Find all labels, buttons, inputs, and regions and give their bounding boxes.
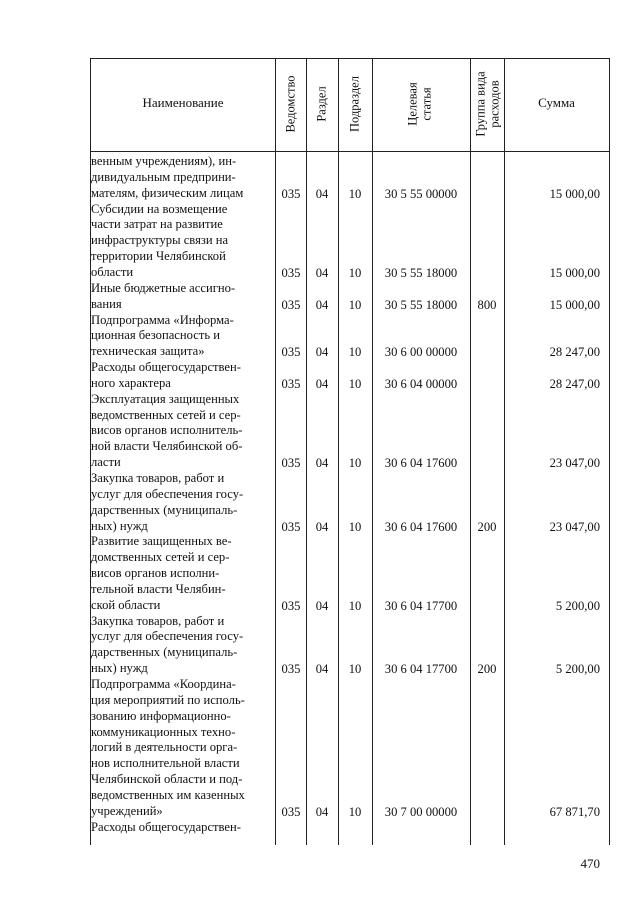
header-grp-2: расходов	[487, 80, 502, 128]
row-name-line: Подпрограмма «Информа-	[91, 312, 234, 327]
row-name-line: ласти	[91, 455, 121, 470]
header-cel-1: Целевая	[405, 82, 420, 126]
cell-podrazdel: 10	[348, 345, 362, 360]
row-name-line: Подпрограмма «Координа-	[91, 677, 236, 692]
col-line-cel	[470, 58, 471, 845]
cell-podrazdel: 10	[348, 456, 362, 471]
cell-ved: 035	[281, 662, 301, 677]
cell-ved: 035	[281, 345, 301, 360]
row-name-line: области	[91, 264, 134, 279]
row-name-line: территории Челябинской	[91, 249, 226, 264]
cell-razdel: 04	[315, 376, 329, 391]
page-number: 470	[580, 856, 600, 871]
row-name-line: нов исполнительной власти	[91, 756, 240, 771]
row-name-line: учреждений»	[91, 803, 163, 818]
cell-podrazdel: 10	[348, 265, 362, 280]
cell-cel: 30 5 55 18000	[384, 265, 458, 280]
cell-cel: 30 6 04 17600	[384, 519, 458, 534]
cell-ved: 035	[281, 598, 301, 613]
row-name-line: Расходы общегосударствен-	[91, 819, 241, 834]
cell-ved: 035	[281, 376, 301, 391]
cell-ved: 035	[281, 519, 301, 534]
row-name	[91, 392, 266, 471]
header-ved: Ведомство	[283, 75, 298, 133]
cell-razdel: 04	[315, 345, 329, 360]
header-bottom-border	[90, 151, 610, 152]
row-name-line: части затрат на развитие	[91, 217, 223, 232]
cell-cel: 30 5 55 00000	[384, 186, 458, 201]
cell-ved: 035	[281, 265, 301, 280]
cell-podrazdel: 10	[348, 804, 362, 819]
row-name-line: зованию информационно-	[91, 708, 231, 723]
col-line-podrazdel	[372, 58, 373, 845]
row-name	[91, 154, 266, 202]
row-name-line: Расходы общегосударствен-	[91, 360, 241, 375]
cell-razdel: 04	[315, 297, 329, 312]
cell-cel: 30 6 00 00000	[384, 345, 458, 360]
row-name-line: ведомственных им казенных	[91, 787, 245, 802]
cell-sum: 23 047,00	[549, 456, 600, 471]
row-name-line: ной власти Челябинской об-	[91, 439, 243, 454]
row-name-line: Развитие защищенных ве-	[91, 534, 232, 549]
row-name-line: Челябинской области и под-	[91, 772, 243, 787]
table-top-border	[90, 58, 610, 59]
cell-cel: 30 7 00 00000	[384, 804, 458, 819]
cell-sum: 28 247,00	[549, 376, 600, 391]
row-name-line: логий в деятельности орга-	[91, 740, 238, 755]
row-name-line: Субсидии на возмещение	[91, 201, 228, 216]
row-name-line: Закупка товаров, работ и	[91, 471, 225, 485]
row-name	[91, 471, 266, 534]
cell-razdel: 04	[315, 186, 329, 201]
cell-podrazdel: 10	[348, 519, 362, 534]
cell-cel: 30 6 04 17600	[384, 456, 458, 471]
row-name-line: услуг для обеспечения госу-	[91, 629, 244, 644]
cell-sum: 5 200,00	[555, 598, 600, 613]
row-name-line: ской области	[91, 597, 161, 612]
cell-sum: 28 247,00	[549, 345, 600, 360]
cell-ved: 035	[281, 186, 301, 201]
row-name	[91, 360, 266, 392]
col-line-right	[609, 58, 610, 845]
cell-razdel: 04	[315, 662, 329, 677]
row-name-line: ных) нужд	[91, 661, 148, 676]
header-podrazdel: Подраздел	[347, 76, 362, 132]
row-name-line: техническая защита»	[91, 344, 205, 359]
col-line-name	[275, 58, 276, 845]
row-name	[91, 313, 266, 361]
row-name	[91, 281, 266, 313]
row-name	[91, 677, 266, 820]
row-name-line: коммуникационных техно-	[91, 724, 236, 739]
row-name-line: домственных сетей и сер-	[91, 550, 230, 565]
header-grp-1: Группа вида	[473, 71, 488, 137]
header-cel-2: статья	[419, 87, 434, 121]
row-name-line: вания	[91, 296, 122, 311]
row-name	[91, 820, 266, 836]
row-name	[91, 534, 266, 613]
cell-razdel: 04	[315, 598, 329, 613]
cell-sum: 5 200,00	[555, 662, 600, 677]
row-name-line: ных) нужд	[91, 518, 148, 533]
row-name-line: висов органов исполни-	[91, 566, 220, 581]
row-name-line: инфраструктуры связи на	[91, 233, 229, 248]
cell-grp: 200	[477, 662, 497, 677]
row-name-line: Иные бюджетные ассигно-	[91, 280, 236, 295]
cell-razdel: 04	[315, 265, 329, 280]
cell-cel: 30 6 04 17700	[384, 598, 458, 613]
cell-cel: 30 6 04 00000	[384, 376, 458, 391]
cell-podrazdel: 10	[348, 662, 362, 677]
header-razdel: Раздел	[314, 86, 329, 122]
row-name-line: услуг для обеспечения госу-	[91, 486, 244, 501]
cell-sum: 15 000,00	[549, 265, 600, 280]
cell-grp: 800	[477, 297, 497, 312]
row-name-line: ция мероприятий по исполь-	[91, 692, 245, 707]
row-name-line: венным учреждениям), ин-	[91, 154, 237, 168]
header-sum: Сумма	[538, 95, 575, 110]
header-name: Наименование	[142, 95, 224, 110]
cell-podrazdel: 10	[348, 376, 362, 391]
row-name-line: ционная безопасность и	[91, 328, 220, 343]
col-line-ved	[306, 58, 307, 845]
row-name-line: дивидуальным предприни-	[91, 169, 236, 184]
row-name	[91, 202, 266, 281]
cell-podrazdel: 10	[348, 598, 362, 613]
cell-grp: 200	[477, 519, 497, 534]
cell-ved: 035	[281, 804, 301, 819]
cell-podrazdel: 10	[348, 297, 362, 312]
cell-razdel: 04	[315, 519, 329, 534]
cell-cel: 30 5 55 18000	[384, 297, 458, 312]
row-name-line: дарственных (муниципаль-	[91, 502, 238, 517]
row-name-line: Эксплуатация защищенных	[91, 391, 240, 406]
row-name-line: тельной власти Челябин-	[91, 581, 226, 596]
row-name-line: висов органов исполнитель-	[91, 423, 243, 438]
cell-sum: 23 047,00	[549, 519, 600, 534]
row-name-line: ведомственных сетей и сер-	[91, 407, 241, 422]
cell-razdel: 04	[315, 804, 329, 819]
cell-podrazdel: 10	[348, 186, 362, 201]
row-name-line: ного характера	[91, 375, 171, 390]
row-name-line: Закупка товаров, работ и	[91, 613, 225, 628]
cell-ved: 035	[281, 456, 301, 471]
cell-sum: 15 000,00	[549, 297, 600, 312]
row-name	[91, 614, 266, 677]
col-line-grp	[504, 58, 505, 845]
cell-razdel: 04	[315, 456, 329, 471]
cell-sum: 15 000,00	[549, 186, 600, 201]
cell-cel: 30 6 04 17700	[384, 662, 458, 677]
row-name-line: дарственных (муниципаль-	[91, 645, 238, 660]
cell-ved: 035	[281, 297, 301, 312]
col-line-razdel	[338, 58, 339, 845]
cell-sum: 67 871,70	[549, 804, 600, 819]
row-name-line: мателям, физическим лицам	[91, 185, 244, 200]
